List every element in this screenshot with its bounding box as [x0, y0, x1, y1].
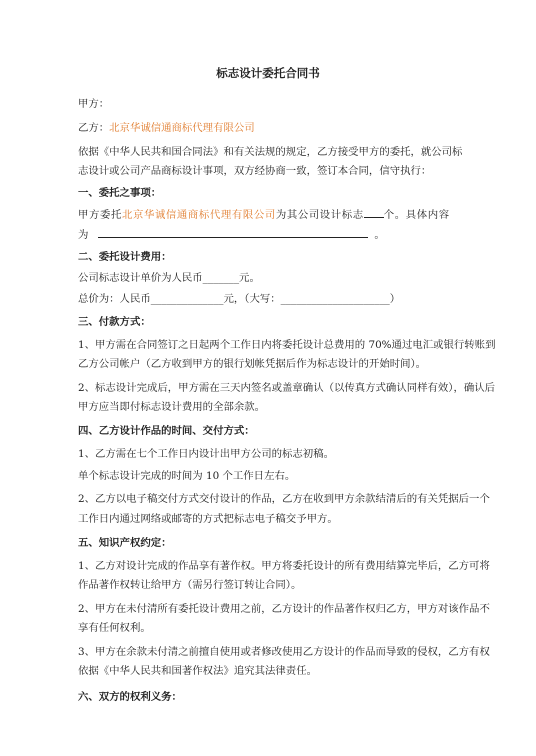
section-6-heading: 六、双方的权利义务： — [78, 691, 182, 703]
s5-p1-line-1: 1、乙方对设计完成的作品享有著作权。甲方将委托设计的所有费用结算完毕后，乙方可将 — [78, 560, 490, 572]
s1-text-end: 。 — [374, 229, 385, 241]
s5-p2-line-2: 享有任何权利。 — [78, 622, 151, 634]
s3-p2-line-1: 2、标志设计完成后，甲方需在三天内签名或盖章确认（以传真方式确认同样有效），确认后 — [78, 382, 496, 394]
section-5-heading: 五、知识产权约定： — [78, 537, 172, 549]
section-1-line-1 — [78, 207, 458, 222]
intro-line-1: 依据《中华人民共和国合同法》和有关法规的规定，乙方接受甲方的委托，就公司标 — [78, 146, 463, 158]
s1-text-b: 为其公司设计标志 — [275, 209, 364, 221]
s4-p2-line-1: 2、乙方以电子稿交付方式交付设计的作品，乙方在收到甲方余款结清后的有关凭据后一个 — [78, 493, 490, 505]
document-title: 标志设计委托合同书 — [216, 66, 320, 80]
party-a-line: 甲方： — [78, 98, 110, 110]
s5-p3-line-1: 3、甲方在余款未付清之前擅自使用或者修改使用乙方设计的作品而导致的侵权，乙方有权 — [78, 646, 490, 658]
s4-p2-line-2: 工作日内通过网络或邮寄的方式把标志电子稿交予甲方。 — [78, 513, 338, 525]
s1-text-d: 为 — [78, 229, 89, 241]
s3-p1-line-2: 乙方公司帐户（乙方收到甲方的银行划帐凭据后作为标志设计的开始时间）。 — [78, 358, 427, 370]
total-price-line: 总价为：人民币______________元，（大写：_____________________） — [78, 293, 401, 305]
s1-company-name: 北京华诚信通商标代理有限公司 — [121, 209, 276, 221]
s3-p1-line-1: 1、甲方需在合同签订之日起两个工作日内将委托设计总费用的 70%通过电汇或银行转账到 — [78, 339, 496, 351]
section-1-line-2 — [78, 227, 458, 242]
section-1-heading: 一、委托之事项： — [78, 187, 162, 199]
s5-p3-line-2: 依据《中华人民共和国著作权法》追究其法律责任。 — [78, 665, 317, 677]
section-3-heading: 三、付款方式： — [78, 316, 151, 328]
party-b-line — [78, 121, 458, 135]
s3-p2-line-2: 甲方应当即付标志设计费用的全部余款。 — [78, 401, 266, 413]
s4-p1: 1、乙方需在七个工作日内设计出甲方公司的标志初稿。 — [78, 448, 334, 460]
logo-count-blank — [364, 207, 384, 218]
intro-line-2: 志设计或公司产品商标设计事项，双方经协商一致，签订本合同，信守执行： — [78, 165, 432, 177]
s5-p2-line-1: 2、甲方在未付清所有委托设计费用之前，乙方设计的作品著作权归乙方，甲方对该作品不 — [78, 603, 490, 615]
s4-p1b: 单个标志设计完成的时间为 10 个工作日左右。 — [78, 470, 296, 482]
s1-text-a: 甲方委托 — [78, 209, 122, 221]
content-blank — [98, 227, 368, 238]
section-2-heading: 二、委托设计费用： — [78, 251, 172, 263]
party-b-label: 乙方： — [78, 122, 110, 134]
section-4-heading: 四、乙方设计作品的时间、交付方式： — [78, 425, 255, 437]
unit-price-line: 公司标志设计单价为人民币_______元。 — [78, 272, 260, 284]
s5-p1-line-2: 作品著作权转让给甲方（需另行签订转让合同）。 — [78, 579, 302, 591]
party-b-name: 北京华诚信通商标代理有限公司 — [109, 122, 255, 134]
s1-text-c: 个。具体内容 — [383, 209, 450, 221]
